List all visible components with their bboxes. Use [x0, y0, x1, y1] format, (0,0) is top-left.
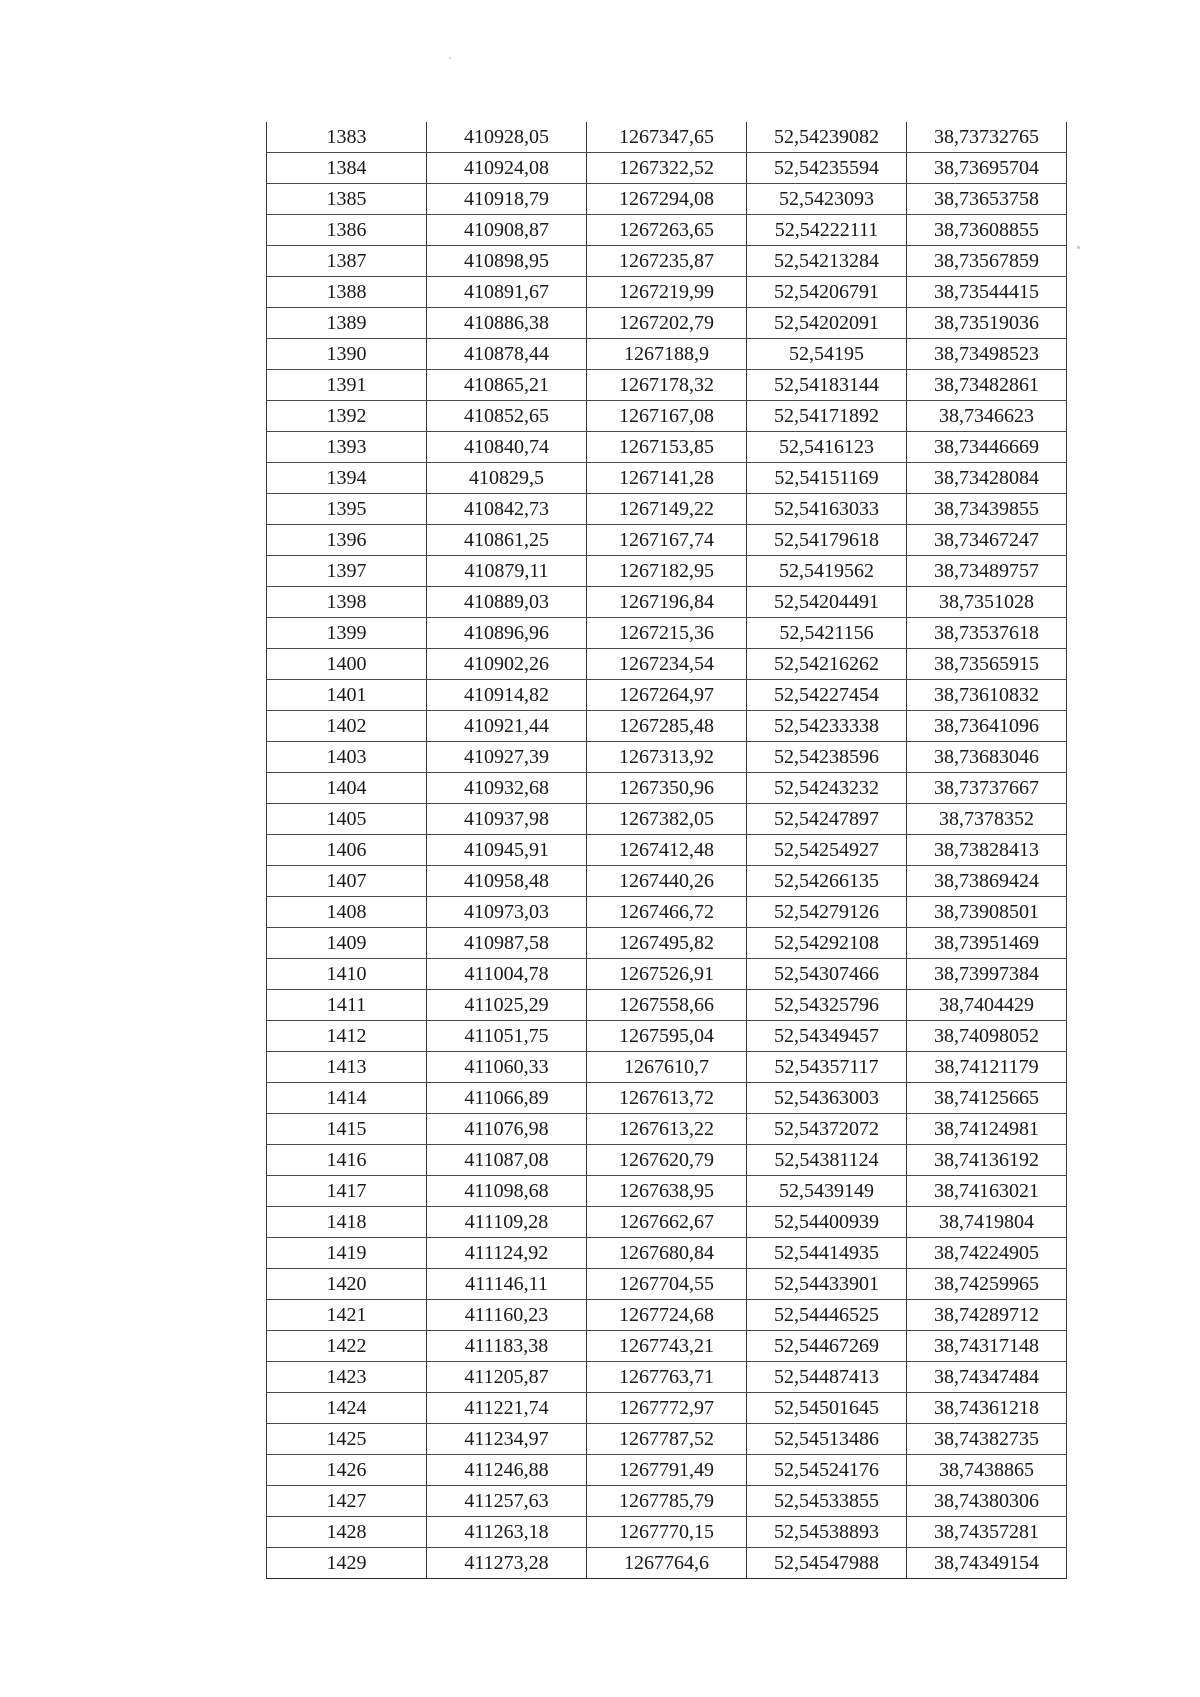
latitude-cell: 52,54372072 [747, 1114, 907, 1145]
longitude-cell: 38,73951469 [907, 928, 1067, 959]
y-coordinate-cell: 1267313,92 [587, 742, 747, 773]
x-coordinate-cell: 410908,87 [427, 215, 587, 246]
latitude-cell: 52,54239082 [747, 122, 907, 153]
longitude-cell: 38,74289712 [907, 1300, 1067, 1331]
table-row [267, 1300, 1067, 1331]
latitude-cell: 52,54433901 [747, 1269, 907, 1300]
x-coordinate-cell: 410918,79 [427, 184, 587, 215]
longitude-cell: 38,74317148 [907, 1331, 1067, 1362]
y-coordinate-cell: 1267785,79 [587, 1486, 747, 1517]
table-row [267, 773, 1067, 804]
longitude-cell: 38,74098052 [907, 1021, 1067, 1052]
point-number-cell: 1408 [267, 897, 427, 928]
x-coordinate-cell: 410861,25 [427, 525, 587, 556]
point-number-cell: 1409 [267, 928, 427, 959]
latitude-cell: 52,54363003 [747, 1083, 907, 1114]
x-coordinate-cell: 411124,92 [427, 1238, 587, 1269]
y-coordinate-cell: 1267167,74 [587, 525, 747, 556]
latitude-cell: 52,54222111 [747, 215, 907, 246]
point-number-cell: 1417 [267, 1176, 427, 1207]
longitude-cell: 38,73519036 [907, 308, 1067, 339]
table-row [267, 1021, 1067, 1052]
x-coordinate-cell: 411263,18 [427, 1517, 587, 1548]
longitude-cell: 38,74224905 [907, 1238, 1067, 1269]
latitude-cell: 52,54400939 [747, 1207, 907, 1238]
x-coordinate-cell: 410987,58 [427, 928, 587, 959]
x-coordinate-cell: 410896,96 [427, 618, 587, 649]
x-coordinate-cell: 410898,95 [427, 246, 587, 277]
point-number-cell: 1383 [267, 122, 427, 153]
latitude-cell: 52,54325796 [747, 990, 907, 1021]
x-coordinate-cell: 411205,87 [427, 1362, 587, 1393]
x-coordinate-cell: 410840,74 [427, 432, 587, 463]
y-coordinate-cell: 1267235,87 [587, 246, 747, 277]
latitude-cell: 52,54547988 [747, 1548, 907, 1579]
longitude-cell: 38,74124981 [907, 1114, 1067, 1145]
table-row [267, 587, 1067, 618]
longitude-cell: 38,74125665 [907, 1083, 1067, 1114]
latitude-cell: 52,54349457 [747, 1021, 907, 1052]
y-coordinate-cell: 1267196,84 [587, 587, 747, 618]
latitude-cell: 52,54414935 [747, 1238, 907, 1269]
x-coordinate-cell: 410937,98 [427, 804, 587, 835]
y-coordinate-cell: 1267620,79 [587, 1145, 747, 1176]
table-row [267, 401, 1067, 432]
table-row [267, 711, 1067, 742]
point-number-cell: 1404 [267, 773, 427, 804]
longitude-cell: 38,73608855 [907, 215, 1067, 246]
x-coordinate-cell: 410914,82 [427, 680, 587, 711]
latitude-cell: 52,54307466 [747, 959, 907, 990]
x-coordinate-cell: 411109,28 [427, 1207, 587, 1238]
longitude-cell: 38,73446669 [907, 432, 1067, 463]
y-coordinate-cell: 1267202,79 [587, 308, 747, 339]
y-coordinate-cell: 1267149,22 [587, 494, 747, 525]
longitude-cell: 38,73439855 [907, 494, 1067, 525]
point-number-cell: 1401 [267, 680, 427, 711]
y-coordinate-cell: 1267704,55 [587, 1269, 747, 1300]
scan-speck [1077, 246, 1080, 249]
y-coordinate-cell: 1267141,28 [587, 463, 747, 494]
x-coordinate-cell: 410945,91 [427, 835, 587, 866]
longitude-cell: 38,73653758 [907, 184, 1067, 215]
table-row [267, 1517, 1067, 1548]
x-coordinate-cell: 411146,11 [427, 1269, 587, 1300]
point-number-cell: 1419 [267, 1238, 427, 1269]
latitude-cell: 52,54292108 [747, 928, 907, 959]
x-coordinate-cell: 410902,26 [427, 649, 587, 680]
point-number-cell: 1388 [267, 277, 427, 308]
x-coordinate-cell: 410865,21 [427, 370, 587, 401]
point-number-cell: 1425 [267, 1424, 427, 1455]
table-row [267, 1455, 1067, 1486]
x-coordinate-cell: 410891,67 [427, 277, 587, 308]
table-row [267, 1548, 1067, 1579]
table-row [267, 277, 1067, 308]
y-coordinate-cell: 1267558,66 [587, 990, 747, 1021]
longitude-cell: 38,73869424 [907, 866, 1067, 897]
point-number-cell: 1406 [267, 835, 427, 866]
table-row [267, 1331, 1067, 1362]
point-number-cell: 1427 [267, 1486, 427, 1517]
x-coordinate-cell: 410829,5 [427, 463, 587, 494]
latitude-cell: 52,54204491 [747, 587, 907, 618]
y-coordinate-cell: 1267613,22 [587, 1114, 747, 1145]
y-coordinate-cell: 1267526,91 [587, 959, 747, 990]
x-coordinate-cell: 411221,74 [427, 1393, 587, 1424]
table-row [267, 1145, 1067, 1176]
longitude-cell: 38,73737667 [907, 773, 1067, 804]
latitude-cell: 52,54171892 [747, 401, 907, 432]
latitude-cell: 52,54151169 [747, 463, 907, 494]
point-number-cell: 1386 [267, 215, 427, 246]
table-row [267, 494, 1067, 525]
latitude-cell: 52,54279126 [747, 897, 907, 928]
table-row [267, 1393, 1067, 1424]
table-row [267, 122, 1067, 153]
longitude-cell: 38,73544415 [907, 277, 1067, 308]
latitude-cell: 52,5421156 [747, 618, 907, 649]
x-coordinate-cell: 411160,23 [427, 1300, 587, 1331]
latitude-cell: 52,54538893 [747, 1517, 907, 1548]
longitude-cell: 38,73489757 [907, 556, 1067, 587]
y-coordinate-cell: 1267234,54 [587, 649, 747, 680]
latitude-cell: 52,54213284 [747, 246, 907, 277]
longitude-cell: 38,73610832 [907, 680, 1067, 711]
x-coordinate-cell: 410973,03 [427, 897, 587, 928]
latitude-cell: 52,54266135 [747, 866, 907, 897]
table-row [267, 1486, 1067, 1517]
longitude-cell: 38,73641096 [907, 711, 1067, 742]
point-number-cell: 1391 [267, 370, 427, 401]
longitude-cell: 38,73695704 [907, 153, 1067, 184]
point-number-cell: 1420 [267, 1269, 427, 1300]
x-coordinate-cell: 411098,68 [427, 1176, 587, 1207]
point-number-cell: 1393 [267, 432, 427, 463]
x-coordinate-cell: 411025,29 [427, 990, 587, 1021]
table-row [267, 1083, 1067, 1114]
longitude-cell: 38,7351028 [907, 587, 1067, 618]
x-coordinate-cell: 411087,08 [427, 1145, 587, 1176]
y-coordinate-cell: 1267466,72 [587, 897, 747, 928]
table-row [267, 525, 1067, 556]
y-coordinate-cell: 1267322,52 [587, 153, 747, 184]
table-row [267, 1114, 1067, 1145]
x-coordinate-cell: 411257,63 [427, 1486, 587, 1517]
y-coordinate-cell: 1267763,71 [587, 1362, 747, 1393]
point-number-cell: 1384 [267, 153, 427, 184]
y-coordinate-cell: 1267495,82 [587, 928, 747, 959]
x-coordinate-cell: 411234,97 [427, 1424, 587, 1455]
x-coordinate-cell: 410886,38 [427, 308, 587, 339]
y-coordinate-cell: 1267772,97 [587, 1393, 747, 1424]
table-row [267, 990, 1067, 1021]
latitude-cell: 52,54202091 [747, 308, 907, 339]
latitude-cell: 52,54233338 [747, 711, 907, 742]
table-row [267, 1176, 1067, 1207]
longitude-cell: 38,73828413 [907, 835, 1067, 866]
table-row [267, 649, 1067, 680]
table-row [267, 928, 1067, 959]
latitude-cell: 52,54446525 [747, 1300, 907, 1331]
table-row [267, 153, 1067, 184]
longitude-cell: 38,74361218 [907, 1393, 1067, 1424]
x-coordinate-cell: 411004,78 [427, 959, 587, 990]
point-number-cell: 1390 [267, 339, 427, 370]
latitude-cell: 52,54533855 [747, 1486, 907, 1517]
latitude-cell: 52,54179618 [747, 525, 907, 556]
point-number-cell: 1392 [267, 401, 427, 432]
longitude-cell: 38,7419804 [907, 1207, 1067, 1238]
longitude-cell: 38,73683046 [907, 742, 1067, 773]
y-coordinate-cell: 1267182,95 [587, 556, 747, 587]
longitude-cell: 38,73732765 [907, 122, 1067, 153]
x-coordinate-cell: 411183,38 [427, 1331, 587, 1362]
x-coordinate-cell: 411066,89 [427, 1083, 587, 1114]
latitude-cell: 52,54467269 [747, 1331, 907, 1362]
table-row [267, 835, 1067, 866]
point-number-cell: 1405 [267, 804, 427, 835]
table-row [267, 1269, 1067, 1300]
x-coordinate-cell: 410889,03 [427, 587, 587, 618]
y-coordinate-cell: 1267263,65 [587, 215, 747, 246]
y-coordinate-cell: 1267680,84 [587, 1238, 747, 1269]
y-coordinate-cell: 1267791,49 [587, 1455, 747, 1486]
x-coordinate-cell: 410879,11 [427, 556, 587, 587]
x-coordinate-cell: 410842,73 [427, 494, 587, 525]
table-row [267, 370, 1067, 401]
table-row [267, 215, 1067, 246]
y-coordinate-cell: 1267613,72 [587, 1083, 747, 1114]
latitude-cell: 52,54216262 [747, 649, 907, 680]
point-number-cell: 1402 [267, 711, 427, 742]
longitude-cell: 38,7346623 [907, 401, 1067, 432]
table-row [267, 1362, 1067, 1393]
y-coordinate-cell: 1267724,68 [587, 1300, 747, 1331]
table-row [267, 246, 1067, 277]
point-number-cell: 1410 [267, 959, 427, 990]
y-coordinate-cell: 1267178,32 [587, 370, 747, 401]
longitude-cell: 38,73482861 [907, 370, 1067, 401]
point-number-cell: 1385 [267, 184, 427, 215]
y-coordinate-cell: 1267215,36 [587, 618, 747, 649]
point-number-cell: 1399 [267, 618, 427, 649]
longitude-cell: 38,7404429 [907, 990, 1067, 1021]
x-coordinate-cell: 411076,98 [427, 1114, 587, 1145]
latitude-cell: 52,5416123 [747, 432, 907, 463]
latitude-cell: 52,54487413 [747, 1362, 907, 1393]
x-coordinate-cell: 410924,08 [427, 153, 587, 184]
x-coordinate-cell: 410927,39 [427, 742, 587, 773]
point-number-cell: 1429 [267, 1548, 427, 1579]
latitude-cell: 52,5419562 [747, 556, 907, 587]
latitude-cell: 52,54227454 [747, 680, 907, 711]
coordinates-table [266, 122, 1067, 1579]
longitude-cell: 38,74357281 [907, 1517, 1067, 1548]
longitude-cell: 38,7438865 [907, 1455, 1067, 1486]
point-number-cell: 1412 [267, 1021, 427, 1052]
latitude-cell: 52,54357117 [747, 1052, 907, 1083]
y-coordinate-cell: 1267219,99 [587, 277, 747, 308]
table-row [267, 184, 1067, 215]
table-row [267, 1052, 1067, 1083]
longitude-cell: 38,74349154 [907, 1548, 1067, 1579]
latitude-cell: 52,54195 [747, 339, 907, 370]
y-coordinate-cell: 1267294,08 [587, 184, 747, 215]
point-number-cell: 1414 [267, 1083, 427, 1114]
table-row [267, 1424, 1067, 1455]
table-row [267, 1238, 1067, 1269]
longitude-cell: 38,73567859 [907, 246, 1067, 277]
point-number-cell: 1411 [267, 990, 427, 1021]
longitude-cell: 38,73537618 [907, 618, 1067, 649]
table-row [267, 618, 1067, 649]
y-coordinate-cell: 1267638,95 [587, 1176, 747, 1207]
latitude-cell: 52,54524176 [747, 1455, 907, 1486]
point-number-cell: 1428 [267, 1517, 427, 1548]
y-coordinate-cell: 1267285,48 [587, 711, 747, 742]
longitude-cell: 38,74136192 [907, 1145, 1067, 1176]
coordinates-table-body [267, 122, 1067, 1579]
latitude-cell: 52,5439149 [747, 1176, 907, 1207]
point-number-cell: 1415 [267, 1114, 427, 1145]
point-number-cell: 1426 [267, 1455, 427, 1486]
x-coordinate-cell: 411246,88 [427, 1455, 587, 1486]
point-number-cell: 1397 [267, 556, 427, 587]
point-number-cell: 1387 [267, 246, 427, 277]
point-number-cell: 1394 [267, 463, 427, 494]
y-coordinate-cell: 1267347,65 [587, 122, 747, 153]
y-coordinate-cell: 1267610,7 [587, 1052, 747, 1083]
x-coordinate-cell: 410878,44 [427, 339, 587, 370]
longitude-cell: 38,73908501 [907, 897, 1067, 928]
point-number-cell: 1389 [267, 308, 427, 339]
y-coordinate-cell: 1267167,08 [587, 401, 747, 432]
latitude-cell: 52,54163033 [747, 494, 907, 525]
latitude-cell: 52,54513486 [747, 1424, 907, 1455]
latitude-cell: 52,54501645 [747, 1393, 907, 1424]
table-row [267, 308, 1067, 339]
latitude-cell: 52,5423093 [747, 184, 907, 215]
latitude-cell: 52,54183144 [747, 370, 907, 401]
scan-speck [449, 57, 451, 59]
latitude-cell: 52,54235594 [747, 153, 907, 184]
y-coordinate-cell: 1267662,67 [587, 1207, 747, 1238]
table-row [267, 463, 1067, 494]
table-row [267, 866, 1067, 897]
latitude-cell: 52,54243232 [747, 773, 907, 804]
table-row [267, 339, 1067, 370]
longitude-cell: 38,74382735 [907, 1424, 1067, 1455]
table-row [267, 959, 1067, 990]
point-number-cell: 1413 [267, 1052, 427, 1083]
y-coordinate-cell: 1267412,48 [587, 835, 747, 866]
y-coordinate-cell: 1267595,04 [587, 1021, 747, 1052]
longitude-cell: 38,73997384 [907, 959, 1067, 990]
table-row [267, 556, 1067, 587]
point-number-cell: 1400 [267, 649, 427, 680]
y-coordinate-cell: 1267350,96 [587, 773, 747, 804]
point-number-cell: 1424 [267, 1393, 427, 1424]
point-number-cell: 1395 [267, 494, 427, 525]
table-row [267, 804, 1067, 835]
longitude-cell: 38,73565915 [907, 649, 1067, 680]
point-number-cell: 1416 [267, 1145, 427, 1176]
point-number-cell: 1398 [267, 587, 427, 618]
y-coordinate-cell: 1267382,05 [587, 804, 747, 835]
x-coordinate-cell: 410958,48 [427, 866, 587, 897]
table-row [267, 680, 1067, 711]
latitude-cell: 52,54254927 [747, 835, 907, 866]
longitude-cell: 38,7378352 [907, 804, 1067, 835]
point-number-cell: 1421 [267, 1300, 427, 1331]
x-coordinate-cell: 411060,33 [427, 1052, 587, 1083]
latitude-cell: 52,54247897 [747, 804, 907, 835]
longitude-cell: 38,74259965 [907, 1269, 1067, 1300]
point-number-cell: 1396 [267, 525, 427, 556]
point-number-cell: 1407 [267, 866, 427, 897]
longitude-cell: 38,74347484 [907, 1362, 1067, 1393]
table-row [267, 432, 1067, 463]
y-coordinate-cell: 1267440,26 [587, 866, 747, 897]
x-coordinate-cell: 411051,75 [427, 1021, 587, 1052]
table-row [267, 742, 1067, 773]
longitude-cell: 38,73498523 [907, 339, 1067, 370]
point-number-cell: 1422 [267, 1331, 427, 1362]
x-coordinate-cell: 410932,68 [427, 773, 587, 804]
y-coordinate-cell: 1267764,6 [587, 1548, 747, 1579]
longitude-cell: 38,74121179 [907, 1052, 1067, 1083]
y-coordinate-cell: 1267153,85 [587, 432, 747, 463]
longitude-cell: 38,73467247 [907, 525, 1067, 556]
y-coordinate-cell: 1267770,15 [587, 1517, 747, 1548]
longitude-cell: 38,73428084 [907, 463, 1067, 494]
point-number-cell: 1418 [267, 1207, 427, 1238]
y-coordinate-cell: 1267743,21 [587, 1331, 747, 1362]
longitude-cell: 38,74380306 [907, 1486, 1067, 1517]
point-number-cell: 1403 [267, 742, 427, 773]
latitude-cell: 52,54381124 [747, 1145, 907, 1176]
latitude-cell: 52,54206791 [747, 277, 907, 308]
point-number-cell: 1423 [267, 1362, 427, 1393]
x-coordinate-cell: 410928,05 [427, 122, 587, 153]
y-coordinate-cell: 1267787,52 [587, 1424, 747, 1455]
latitude-cell: 52,54238596 [747, 742, 907, 773]
y-coordinate-cell: 1267264,97 [587, 680, 747, 711]
table-row [267, 1207, 1067, 1238]
x-coordinate-cell: 411273,28 [427, 1548, 587, 1579]
x-coordinate-cell: 410852,65 [427, 401, 587, 432]
y-coordinate-cell: 1267188,9 [587, 339, 747, 370]
table-row [267, 897, 1067, 928]
longitude-cell: 38,74163021 [907, 1176, 1067, 1207]
x-coordinate-cell: 410921,44 [427, 711, 587, 742]
